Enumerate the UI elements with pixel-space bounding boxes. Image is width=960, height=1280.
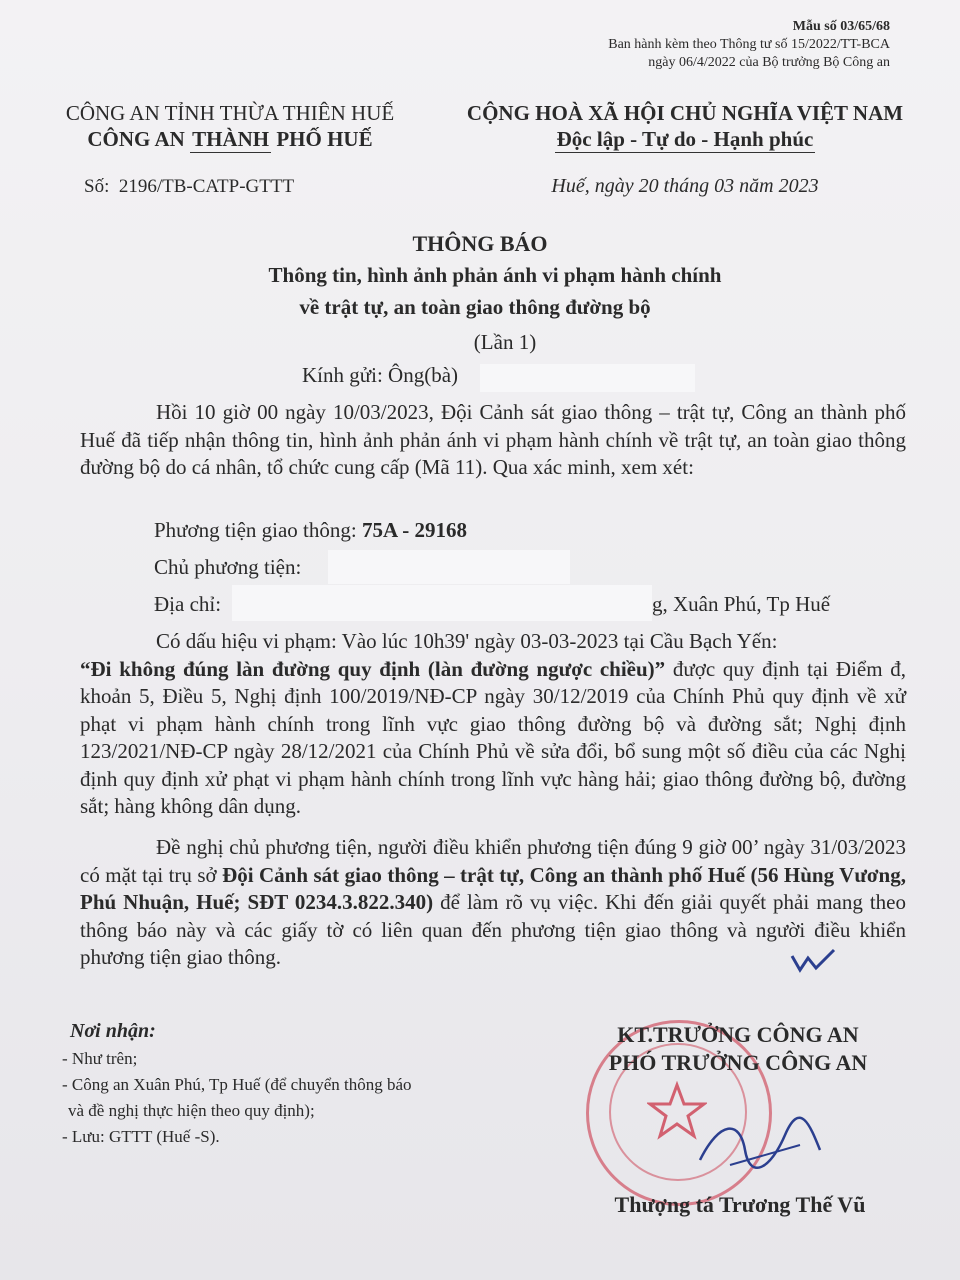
vehicle-plate: 75A - 29168 xyxy=(361,518,467,542)
signer-name: Thượng tá Trương Thế Vũ xyxy=(614,1192,866,1217)
handwritten-signature xyxy=(690,1110,830,1180)
owner-line xyxy=(154,555,301,580)
notice-subtitle-2: về trật tự, an toàn giao thông đường bộ xyxy=(299,295,651,319)
vehicle-label: Phương tiện giao thông: xyxy=(154,518,362,542)
recipients-item-3: - Lưu: GTTT (Huế -S). xyxy=(62,1127,220,1146)
agency-parent: CÔNG AN TỈNH THỪA THIÊN HUẾ xyxy=(65,101,395,125)
nation-header xyxy=(440,100,930,153)
doc-number xyxy=(84,176,294,198)
address-redaction xyxy=(232,585,652,621)
pen-check-mark xyxy=(788,946,848,976)
vehicle-line xyxy=(154,518,467,543)
violation-paragraph xyxy=(80,628,906,821)
address-label: Địa chỉ: xyxy=(154,592,222,616)
notice-round: (Lần 1) xyxy=(473,330,537,354)
nation-motto-text: Độc lập - Tự do - Hạnh phúc xyxy=(556,127,814,151)
owner-label: Chủ phương tiện: xyxy=(154,555,302,579)
nation-motto xyxy=(440,126,930,153)
place-date: Huế, ngày 20 tháng 03 năm 2023 xyxy=(551,175,819,197)
request-location: Đội Cảnh sát giao thông – trật tự, Công an thành phố Huế (56 Hùng Vương, Phú Nhuận, Huế; SĐT 0234.3.822.340) xyxy=(80,862,906,914)
recipients-item-2b: và đề nghị thực hiện theo quy định); xyxy=(68,1101,315,1120)
address-label-line xyxy=(154,592,221,617)
notice-subtitle-1: Thông tin, hình ảnh phản ánh vi phạm hành chính xyxy=(268,263,722,287)
request-post: để làm rõ vụ việc. Khi đến giải quyết phải mang theo thông báo này và các giấy tờ có liên quan đến phương tiện giao thông và người điều khiển phương tiện giao thông. xyxy=(80,890,907,969)
violation-legal-basis: được quy định tại Điểm đ, khoản 5, Điều 5, Nghị định 100/2019/NĐ-CP ngày 30/12/2019 của Chính Phủ quy định về xử phạt vi phạm hành chính trong lĩnh vực giao thông đường bộ và đường sắt; Nghị định 123/2021/NĐ-CP ngày 28/12/2021 của Chính Phủ về sửa đổi, bổ sung một số điều của các Nghị định quy định xử phạt vi phạm hành chính trong lĩnh vực hàng hải; giao thông đường bộ, đường sắt; hàng không dân dụng. xyxy=(80,656,906,818)
address-tail: g, Xuân Phú, Tp Huế xyxy=(652,592,831,616)
violation-intro: Có dấu hiệu vi phạm: Vào lúc 10h39' ngày 03-03-2023 tại Cầu Bạch Yến: xyxy=(156,629,778,653)
body-paragraph-1: Hồi 10 giờ 00 ngày 10/03/2023, Đội Cảnh sát giao thông – trật tự, Công an thành phố Huế đã tiếp nhận thông tin, hình ảnh phản ánh vi phạm hành chính về trật tự, an toàn giao thông đường bộ do cá nhân, tổ chức cung cấp (Mã 11). Qua xác minh, xem xét: xyxy=(80,400,906,479)
request-paragraph xyxy=(80,834,906,972)
nation-title: CỘNG HOÀ XÃ HỘI CHỦ NGHĨA VIỆT NAM xyxy=(466,101,904,125)
agency-name-mid: THÀNH xyxy=(192,127,270,151)
form-number: Mẫu số 03/65/68 xyxy=(792,19,890,34)
agency-header xyxy=(40,100,420,153)
signature-title-1: KT.TRƯỞNG CÔNG AN xyxy=(617,1022,859,1047)
request-pre: Đề nghị chủ phương tiện, người điều khiển phương tiện đúng 9 giờ 00’ ngày 31/03/2023 có mặt tại trụ sở xyxy=(80,835,906,887)
recipient-label: Kính gửi: Ông(bà) xyxy=(302,363,459,387)
signature-title-2: PHÓ TRƯỞNG CÔNG AN xyxy=(608,1050,868,1075)
notice-title: THÔNG BÁO xyxy=(412,231,548,256)
recipients-title: Nơi nhận: xyxy=(70,1020,156,1042)
agency-name-pre: CÔNG AN xyxy=(87,127,191,151)
owner-redaction xyxy=(328,550,570,584)
recipients-item-2a: - Công an Xuân Phú, Tp Huế (để chuyển thông báo xyxy=(62,1075,412,1094)
recipients-item-1: - Như trên; xyxy=(62,1049,138,1068)
doc-number-value: 2196/TB-CATP-GTTT xyxy=(118,176,295,197)
recipient-line xyxy=(302,363,458,388)
recipient-redaction xyxy=(480,364,695,392)
agency-name-post: PHỐ HUẾ xyxy=(271,127,373,151)
agency-name xyxy=(40,126,420,153)
violation-detail xyxy=(80,656,906,821)
form-issued-line1: Ban hành kèm theo Thông tư số 15/2022/TT-BCA xyxy=(608,37,890,52)
form-issued-line2: ngày 06/4/2022 của Bộ trưởng Bộ Công an xyxy=(648,55,890,70)
violation-title: “Đi không đúng làn đường quy định (làn đường ngược chiều)” xyxy=(80,656,666,681)
form-code-block xyxy=(608,18,890,72)
doc-number-label: Số: xyxy=(84,176,110,197)
